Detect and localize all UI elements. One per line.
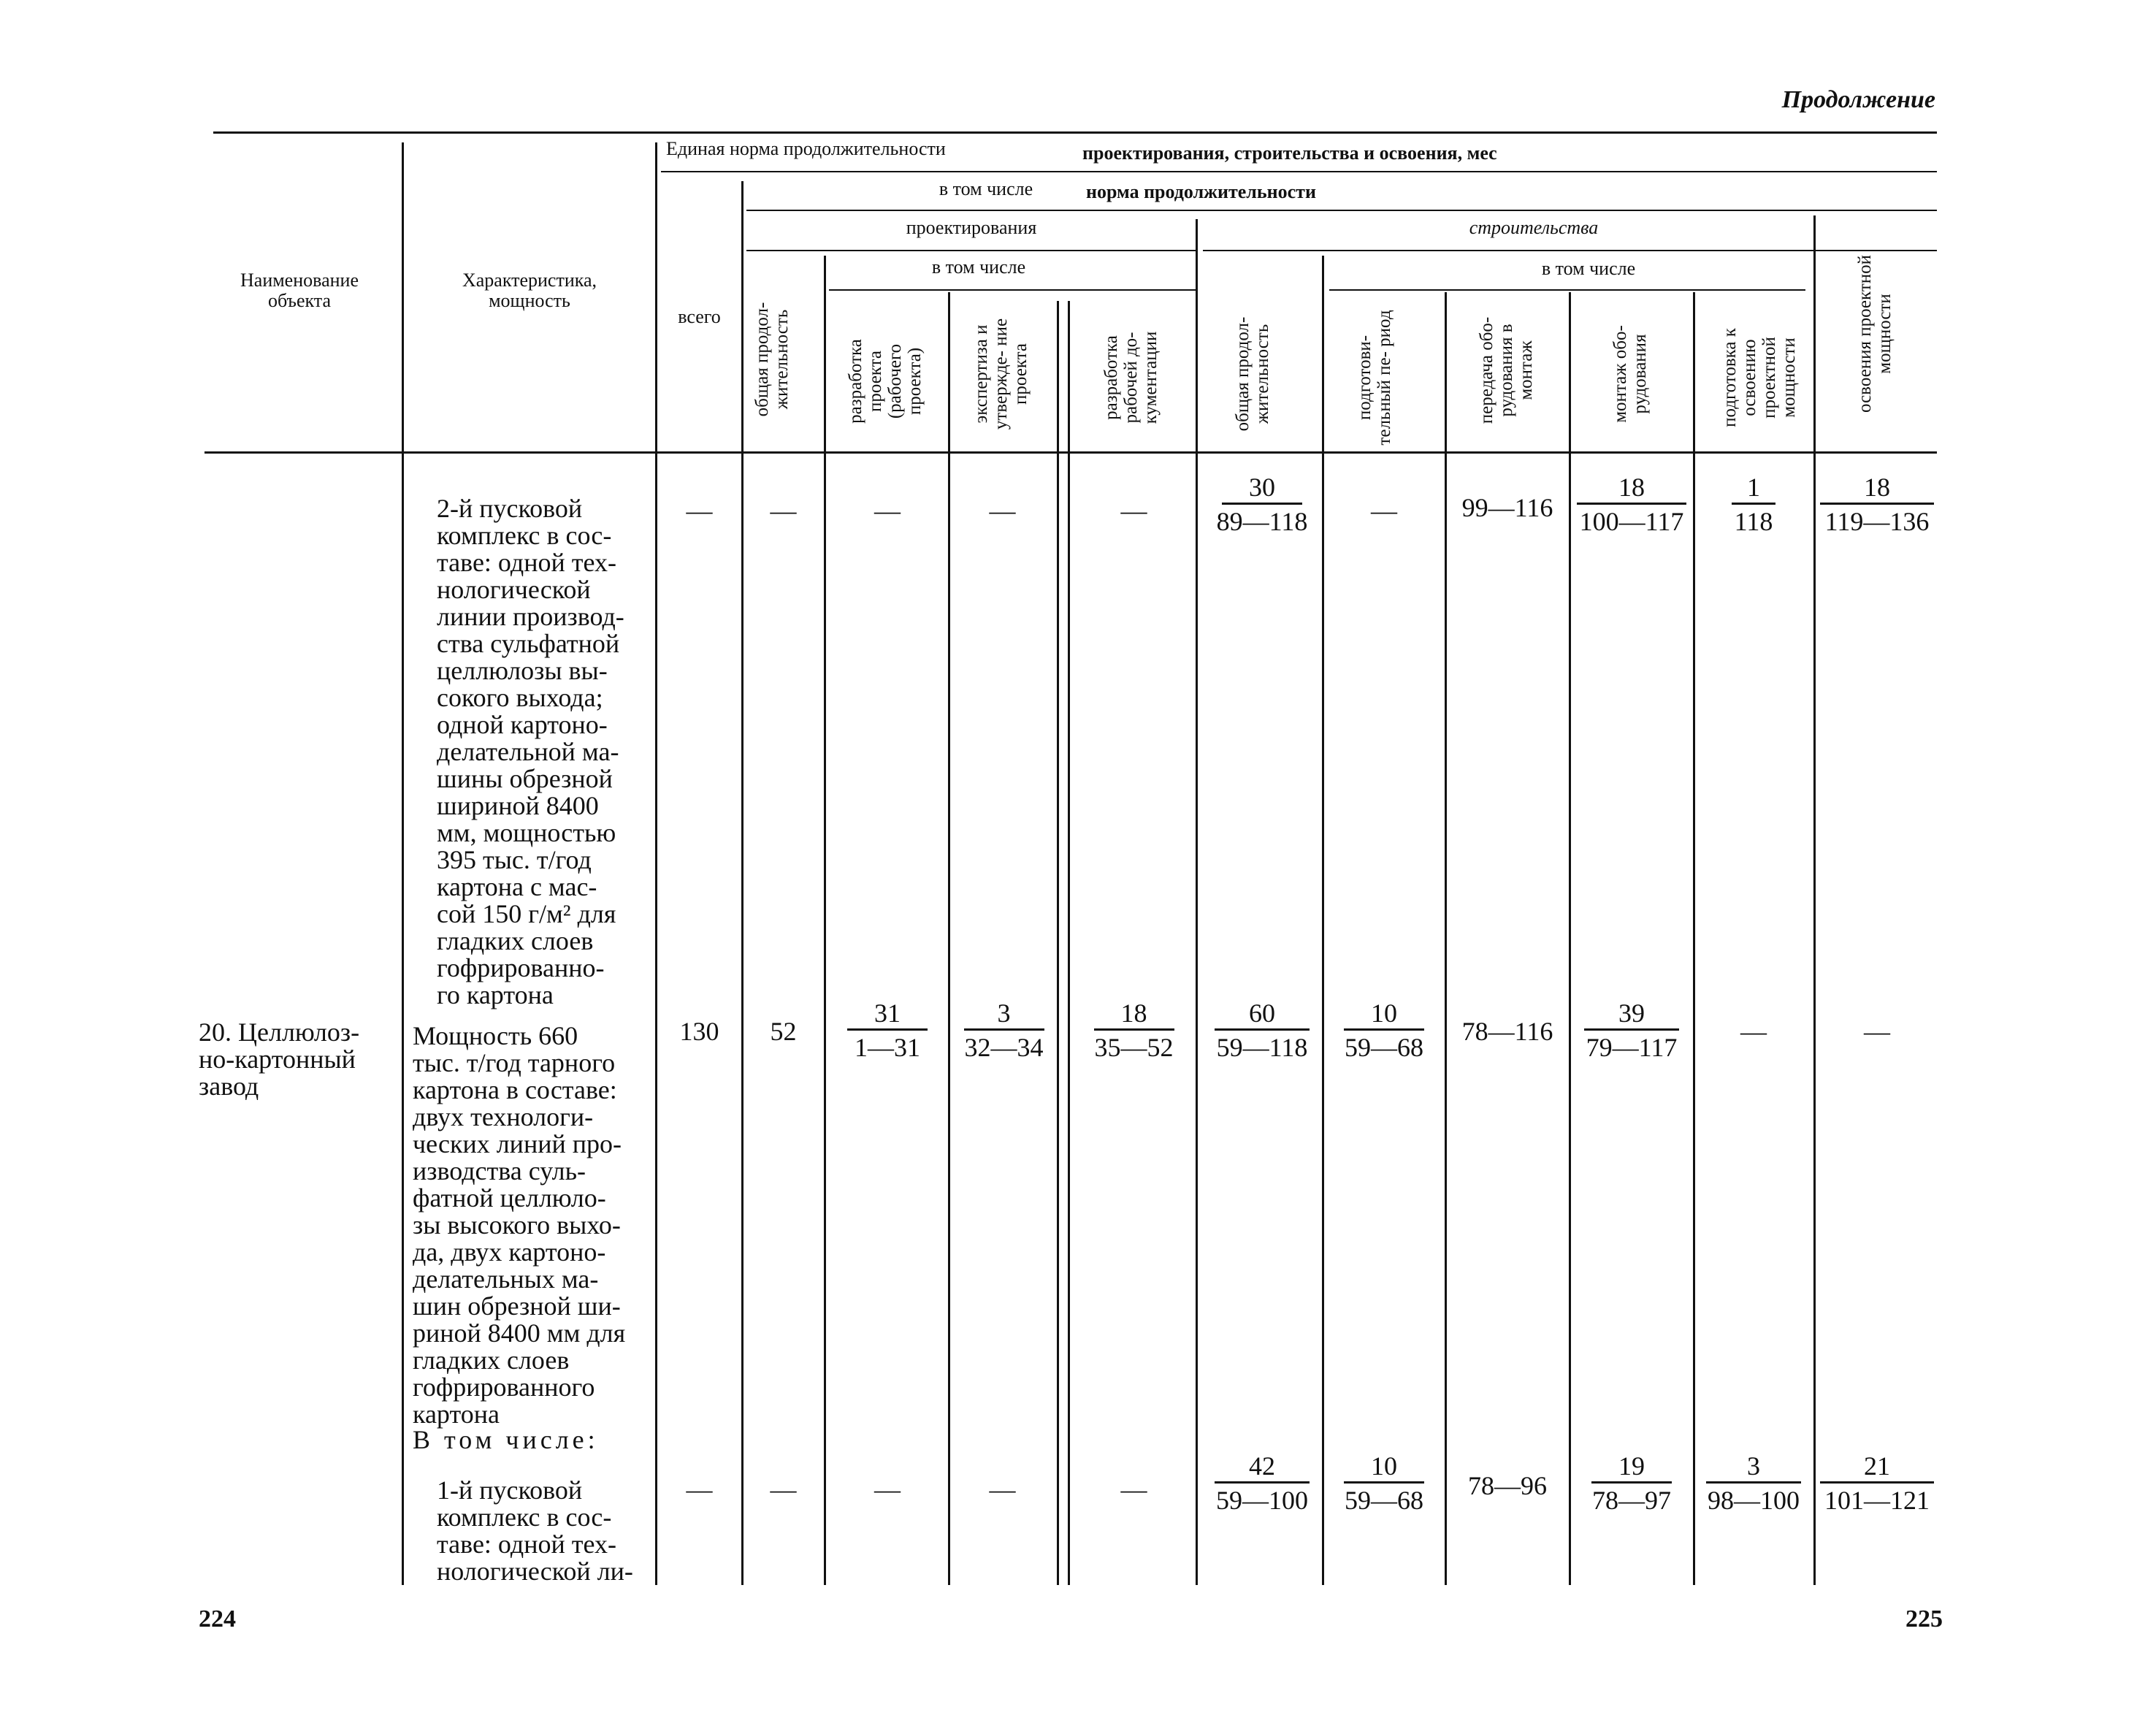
header-equipment-install: монтаж обо- рудования xyxy=(1610,325,1650,423)
fraction-numerator: 10 xyxy=(1371,1451,1397,1481)
page-number-right: 225 xyxy=(1905,1605,1943,1633)
row3-characteristic xyxy=(437,1477,643,1585)
col-divider xyxy=(655,142,657,1585)
text-line: двух технологи- xyxy=(413,1102,594,1131)
text-line: гладких слоев xyxy=(413,1345,570,1375)
header-unified-norm: Единая норма продолжительности xyxy=(666,138,946,159)
row1-mastering xyxy=(1817,473,1937,537)
header-mastering: освоения проектной мощности xyxy=(1855,254,1895,413)
row1-prep-period: — xyxy=(1371,496,1397,525)
fraction-denominator: 32—34 xyxy=(964,1033,1044,1062)
row1-mastering-prep xyxy=(1696,473,1811,537)
row3-construction-total xyxy=(1204,1452,1320,1516)
text-line: гофрированно- xyxy=(437,953,605,982)
header-construction: строительства xyxy=(1469,217,1599,238)
col-divider xyxy=(1196,219,1198,1585)
text-line: сокого выхода; xyxy=(437,683,603,712)
header-project-dev: разработка проекта (рабочего проекта) xyxy=(846,339,925,424)
text-line: комплекс в сос- xyxy=(437,1502,612,1532)
row1-construction-total xyxy=(1204,473,1320,537)
fraction-numerator: 19 xyxy=(1618,1451,1645,1481)
row2-design-total: 52 xyxy=(770,1017,797,1046)
text-line: гофрированного xyxy=(413,1372,595,1402)
text-line: одной картоно- xyxy=(437,710,608,739)
continuation-label: Продолжение xyxy=(1781,86,1935,113)
row1-working-docs: — xyxy=(1120,496,1147,525)
header-mastering-prep: подготовка к освоению проектной мощности xyxy=(1720,328,1799,427)
fraction-denominator: 1—31 xyxy=(855,1033,920,1062)
fraction-numerator: 1 xyxy=(1747,473,1760,502)
text-line: но-картонный xyxy=(199,1045,356,1074)
text-line: изводства суль- xyxy=(413,1156,586,1185)
fraction-denominator: 98—100 xyxy=(1708,1486,1800,1515)
text-line: завод xyxy=(199,1072,259,1101)
text-line: 1-й пусковой xyxy=(437,1475,583,1505)
col-divider xyxy=(1569,292,1571,1585)
row3-prep-period xyxy=(1326,1452,1442,1516)
row1-project-dev: — xyxy=(874,496,901,525)
row3-working-docs: — xyxy=(1120,1475,1147,1504)
row2-prep-period xyxy=(1326,999,1442,1063)
col-divider xyxy=(1693,292,1695,1585)
text-line: шин обрезной ши- xyxy=(413,1291,621,1321)
row3-equipment-install xyxy=(1572,1452,1691,1516)
header-design-construction: проектирования, строительства и освоения, мес xyxy=(1082,142,1497,164)
text-line: гладких слоев xyxy=(437,926,594,955)
header-object-name: Наименование объекта xyxy=(240,270,359,311)
text-line: тыс. т/год тарного xyxy=(413,1048,616,1077)
header-including-3: в том числе xyxy=(1541,258,1636,279)
col-divider xyxy=(402,142,404,1585)
header-construction-total: общая продол- жительность xyxy=(1233,316,1272,432)
row3-equipment-transfer: 78—96 xyxy=(1468,1471,1547,1500)
row1-design-total: — xyxy=(770,496,797,525)
col-divider xyxy=(1068,301,1070,1585)
header-including-2: в том числе xyxy=(931,256,1026,278)
text-line: Мощность 660 xyxy=(413,1021,578,1050)
row2-construction-total xyxy=(1204,999,1320,1063)
rule-unified xyxy=(661,171,1937,172)
fraction-numerator: 18 xyxy=(1618,473,1645,502)
text-line: нологической xyxy=(437,575,591,604)
row3-mastering-prep xyxy=(1696,1452,1811,1516)
row1-equipment-install xyxy=(1572,473,1691,537)
fraction-denominator: 118 xyxy=(1734,507,1773,536)
col-divider xyxy=(1057,301,1059,1585)
header-norm-duration: норма продолжительности xyxy=(1086,181,1316,202)
text-line: да, двух картоно- xyxy=(413,1237,606,1267)
text-line: шириной 8400 xyxy=(437,791,599,820)
header-equipment-transfer: передача обо- рудования в монтаж xyxy=(1477,316,1536,424)
fraction-denominator: 59—68 xyxy=(1345,1486,1423,1515)
row3-expertise: — xyxy=(989,1475,1016,1504)
row3-including-label: В том числе: xyxy=(413,1425,599,1454)
rule-design-incl xyxy=(829,289,1196,291)
text-line: зы высокого выхо- xyxy=(413,1210,621,1240)
fraction-numerator: 3 xyxy=(997,998,1011,1028)
fraction-denominator: 119—136 xyxy=(1824,507,1930,536)
header-characteristic: Характеристика, мощность xyxy=(462,270,597,311)
text-line: мм, мощностью xyxy=(437,818,616,847)
text-line: таве: одной тех- xyxy=(437,1530,616,1559)
fraction-denominator: 101—121 xyxy=(1824,1486,1930,1515)
fraction-numerator: 10 xyxy=(1371,998,1397,1028)
text-line: линии производ- xyxy=(437,602,624,631)
page-number-left: 224 xyxy=(199,1605,236,1633)
fraction-numerator: 30 xyxy=(1249,473,1275,502)
row1-equipment-transfer: 99—116 xyxy=(1461,493,1553,522)
row1-expertise: — xyxy=(989,496,1016,525)
col-divider xyxy=(824,256,826,1585)
text-line: риной 8400 мм для xyxy=(413,1318,626,1348)
fraction-denominator: 59—68 xyxy=(1345,1033,1423,1062)
fraction-numerator: 60 xyxy=(1249,998,1275,1028)
rule-design xyxy=(746,250,1196,251)
text-line: 20. Целлюлоз- xyxy=(199,1017,360,1047)
row3-mastering xyxy=(1817,1452,1937,1516)
row2-project-dev xyxy=(829,999,946,1063)
row2-object-name xyxy=(199,1019,389,1100)
text-line: целлюлозы вы- xyxy=(437,656,608,685)
fraction-numerator: 42 xyxy=(1249,1451,1275,1481)
row3-design-total: — xyxy=(770,1475,797,1504)
fraction-denominator: 59—118 xyxy=(1216,1033,1308,1062)
text-line: ства сульфатной xyxy=(437,629,620,658)
rule-including xyxy=(746,210,1937,211)
fraction-denominator: 78—97 xyxy=(1592,1486,1671,1515)
rule-construction-incl xyxy=(1329,289,1805,291)
text-line: сой 150 г/м² для xyxy=(437,899,616,928)
rule-construction xyxy=(1203,250,1937,251)
header-total: всего xyxy=(678,306,721,327)
table-top-rule xyxy=(213,131,1937,134)
col-divider xyxy=(1322,256,1324,1585)
text-line: 395 тыс. т/год xyxy=(437,845,592,874)
text-line: картона xyxy=(413,1399,500,1429)
row2-mastering-prep: — xyxy=(1740,1017,1767,1046)
row2-total: 130 xyxy=(679,1017,719,1046)
header-prep-period: подготови- тельный пе- риод xyxy=(1355,310,1394,446)
header-bottom-rule xyxy=(204,451,1937,454)
header-design-total: общая продол- жительность xyxy=(752,302,792,417)
text-line: ческих линий про- xyxy=(413,1129,622,1158)
text-line: шины обрезной xyxy=(437,764,613,793)
fraction-denominator: 59—100 xyxy=(1216,1486,1308,1515)
row1-total: — xyxy=(686,496,713,525)
row3-project-dev: — xyxy=(874,1475,901,1504)
header-working-docs: разработка рабочей до- кументации xyxy=(1101,331,1161,424)
row2-characteristic xyxy=(413,1023,643,1428)
fraction-denominator: 79—117 xyxy=(1586,1033,1678,1062)
fraction-denominator: 35—52 xyxy=(1094,1033,1174,1062)
text-line: делательных ма- xyxy=(413,1264,599,1294)
text-line: таве: одной тех- xyxy=(437,548,616,577)
text-line: делательной ма- xyxy=(437,737,619,766)
fraction-numerator: 18 xyxy=(1120,998,1147,1028)
header-design: проектирования xyxy=(906,217,1037,238)
row2-equipment-transfer: 78—116 xyxy=(1461,1017,1553,1046)
row2-mastering: — xyxy=(1864,1017,1890,1046)
fraction-numerator: 18 xyxy=(1864,473,1890,502)
fraction-numerator: 39 xyxy=(1618,998,1645,1028)
text-line: комплекс в сос- xyxy=(437,521,612,550)
col-divider xyxy=(741,181,743,1585)
fraction-denominator: 100—117 xyxy=(1579,507,1684,536)
text-line: 2-й пусковой xyxy=(437,494,583,523)
col-divider xyxy=(1445,292,1447,1585)
fraction-denominator: 89—118 xyxy=(1216,507,1308,536)
col-divider xyxy=(948,292,950,1585)
row2-expertise xyxy=(951,999,1057,1063)
text-line: го картона xyxy=(437,980,554,1009)
text-line: фатной целлюло- xyxy=(413,1183,606,1213)
fraction-numerator: 3 xyxy=(1747,1451,1760,1481)
text-line: нологической ли- xyxy=(437,1557,633,1586)
header-expertise: экспертиза и утвержде- ние проекта xyxy=(971,318,1031,430)
fraction-numerator: 31 xyxy=(874,998,901,1028)
col-divider xyxy=(1813,215,1816,1585)
row3-total: — xyxy=(686,1475,713,1504)
row1-characteristic xyxy=(437,495,643,1009)
text-line: картона в составе: xyxy=(413,1075,617,1104)
row2-working-docs xyxy=(1074,999,1194,1063)
row2-equipment-install xyxy=(1572,999,1691,1063)
text-line: картона с мас- xyxy=(437,872,597,901)
header-including-1: в том числе xyxy=(939,178,1033,199)
fraction-numerator: 21 xyxy=(1864,1451,1890,1481)
